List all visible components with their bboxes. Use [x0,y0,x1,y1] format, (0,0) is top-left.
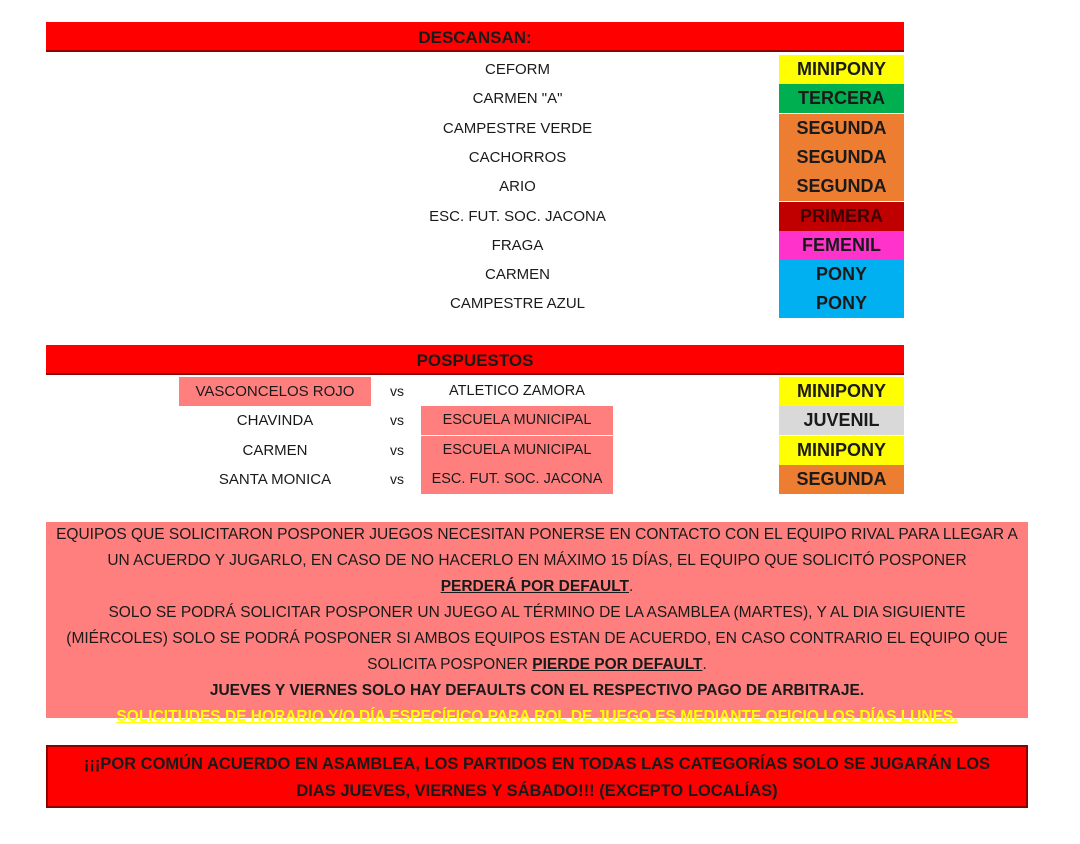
vs-label: vs [390,412,404,429]
team-name: FRAGA [491,236,544,254]
descansan-row [0,55,1080,84]
banner-line: ¡¡¡POR COMÚN ACUERDO EN ASAMBLEA, LOS PARTIDOS EN TODAS LAS CATEGORÍAS SOLO SE JUGARÁN LOS [83,755,991,773]
notice-highlight: SOLICITUDES DE HORARIO Y/O DÍA ESPECÍFICO PARA ROL DE JUEGO ES MEDIANTE OFICIO LOS DÍAS LUNES. [116,708,958,725]
descansan-row [0,260,1080,289]
notice-line: UN ACUERDO Y JUGARLO, EN CASO DE NO HACERLO EN MÁXIMO 15 DÍAS, EL EQUIPO QUE SOLICITÓ POSPONER [107,552,967,569]
postponed-match-row [0,436,1080,465]
category-badge: PONY [779,289,904,318]
team-name: CARMEN "A" [472,90,563,108]
category-badge: PRIMERA [779,202,904,231]
vs-label: vs [390,470,404,487]
team-name: CAMPESTRE AZUL [449,295,586,313]
notice-emphasis: PIERDE POR DEFAULT [532,656,703,673]
pospuestos-header-label: POSPUESTOS [416,351,534,370]
category-badge: SEGUNDA [779,465,904,494]
notice-line [46,652,1028,678]
notice-line: EQUIPOS QUE SOLICITARON POSPONER JUEGOS NECESITAN PONERSE EN CONTACTO CON EL EQUIPO RIVAL PARA LLEGAR A [56,526,1018,543]
descansan-row [0,114,1080,143]
home-team: CARMEN [242,441,308,459]
notice-line [46,704,1028,730]
banner-line: DIAS JUEVES, VIERNES Y SÁBADO!!! (EXCEPTO LOCALÍAS) [296,782,778,800]
away-team: ESCUELA MUNICIPAL [421,436,613,465]
schedule-agreement-banner [46,745,1028,808]
category-badge: SEGUNDA [779,114,904,143]
notice-line: SOLO SE PODRÁ SOLICITAR POSPONER UN JUEGO AL TÉRMINO DE LA ASAMBLEA (MARTES), Y AL DIA SIGUIENTE [108,604,966,621]
category-badge: TERCERA [779,84,904,113]
descansan-row [0,289,1080,318]
notice-text: SOLICITA POSPONER [367,656,533,673]
postponed-match-row [0,465,1080,494]
notice-punct: . [629,578,634,595]
notice-punct: . [702,656,707,673]
notice-emphasis: PERDERÁ POR DEFAULT [440,578,629,595]
descansan-row [0,143,1080,172]
category-badge: PONY [779,260,904,289]
away-team: ESCUELA MUNICIPAL [421,406,613,435]
team-name: CARMEN [484,266,550,284]
descansan-row [0,172,1080,201]
descansan-header [46,22,904,52]
vs-label: vs [390,383,404,399]
home-team: CHAVINDA [236,412,314,430]
team-name: ESC. FUT. SOC. JACONA [429,207,606,225]
home-team: SANTA MONICA [218,470,332,488]
descansan-row [0,84,1080,113]
postpone-rules-notice [46,522,1028,725]
team-name: CAMPESTRE VERDE [442,119,593,137]
category-badge: FEMENIL [779,231,904,260]
descansan-header-label: DESCANSAN: [418,28,532,47]
descansan-row [0,231,1080,260]
team-name: CEFORM [485,61,550,78]
team-name: CACHORROS [468,148,567,166]
postponed-match-row [0,377,1080,406]
postponed-match-row [0,406,1080,435]
category-badge: SEGUNDA [779,143,904,172]
vs-label: vs [390,441,404,458]
descansan-row [0,202,1080,231]
home-team: VASCONCELOS ROJO [179,377,371,406]
category-badge: JUVENIL [779,406,904,435]
team-name: ARIO [499,178,536,196]
away-team: ATLETICO ZAMORA [449,383,585,399]
pospuestos-header [46,345,904,375]
category-badge: MINIPONY [779,55,904,84]
category-badge: MINIPONY [779,436,904,465]
category-badge: MINIPONY [779,377,904,406]
notice-line: (MIÉRCOLES) SOLO SE PODRÁ POSPONER SI AMBOS EQUIPOS ESTAN DE ACUERDO, EN CASO CONTRARIO EL EQUIPO QUE [66,630,1008,647]
away-team: ESC. FUT. SOC. JACONA [421,465,613,494]
category-badge: SEGUNDA [779,172,904,201]
notice-line: JUEVES Y VIERNES SOLO HAY DEFAULTS CON EL RESPECTIVO PAGO DE ARBITRAJE. [209,682,865,699]
notice-line [46,574,1028,600]
